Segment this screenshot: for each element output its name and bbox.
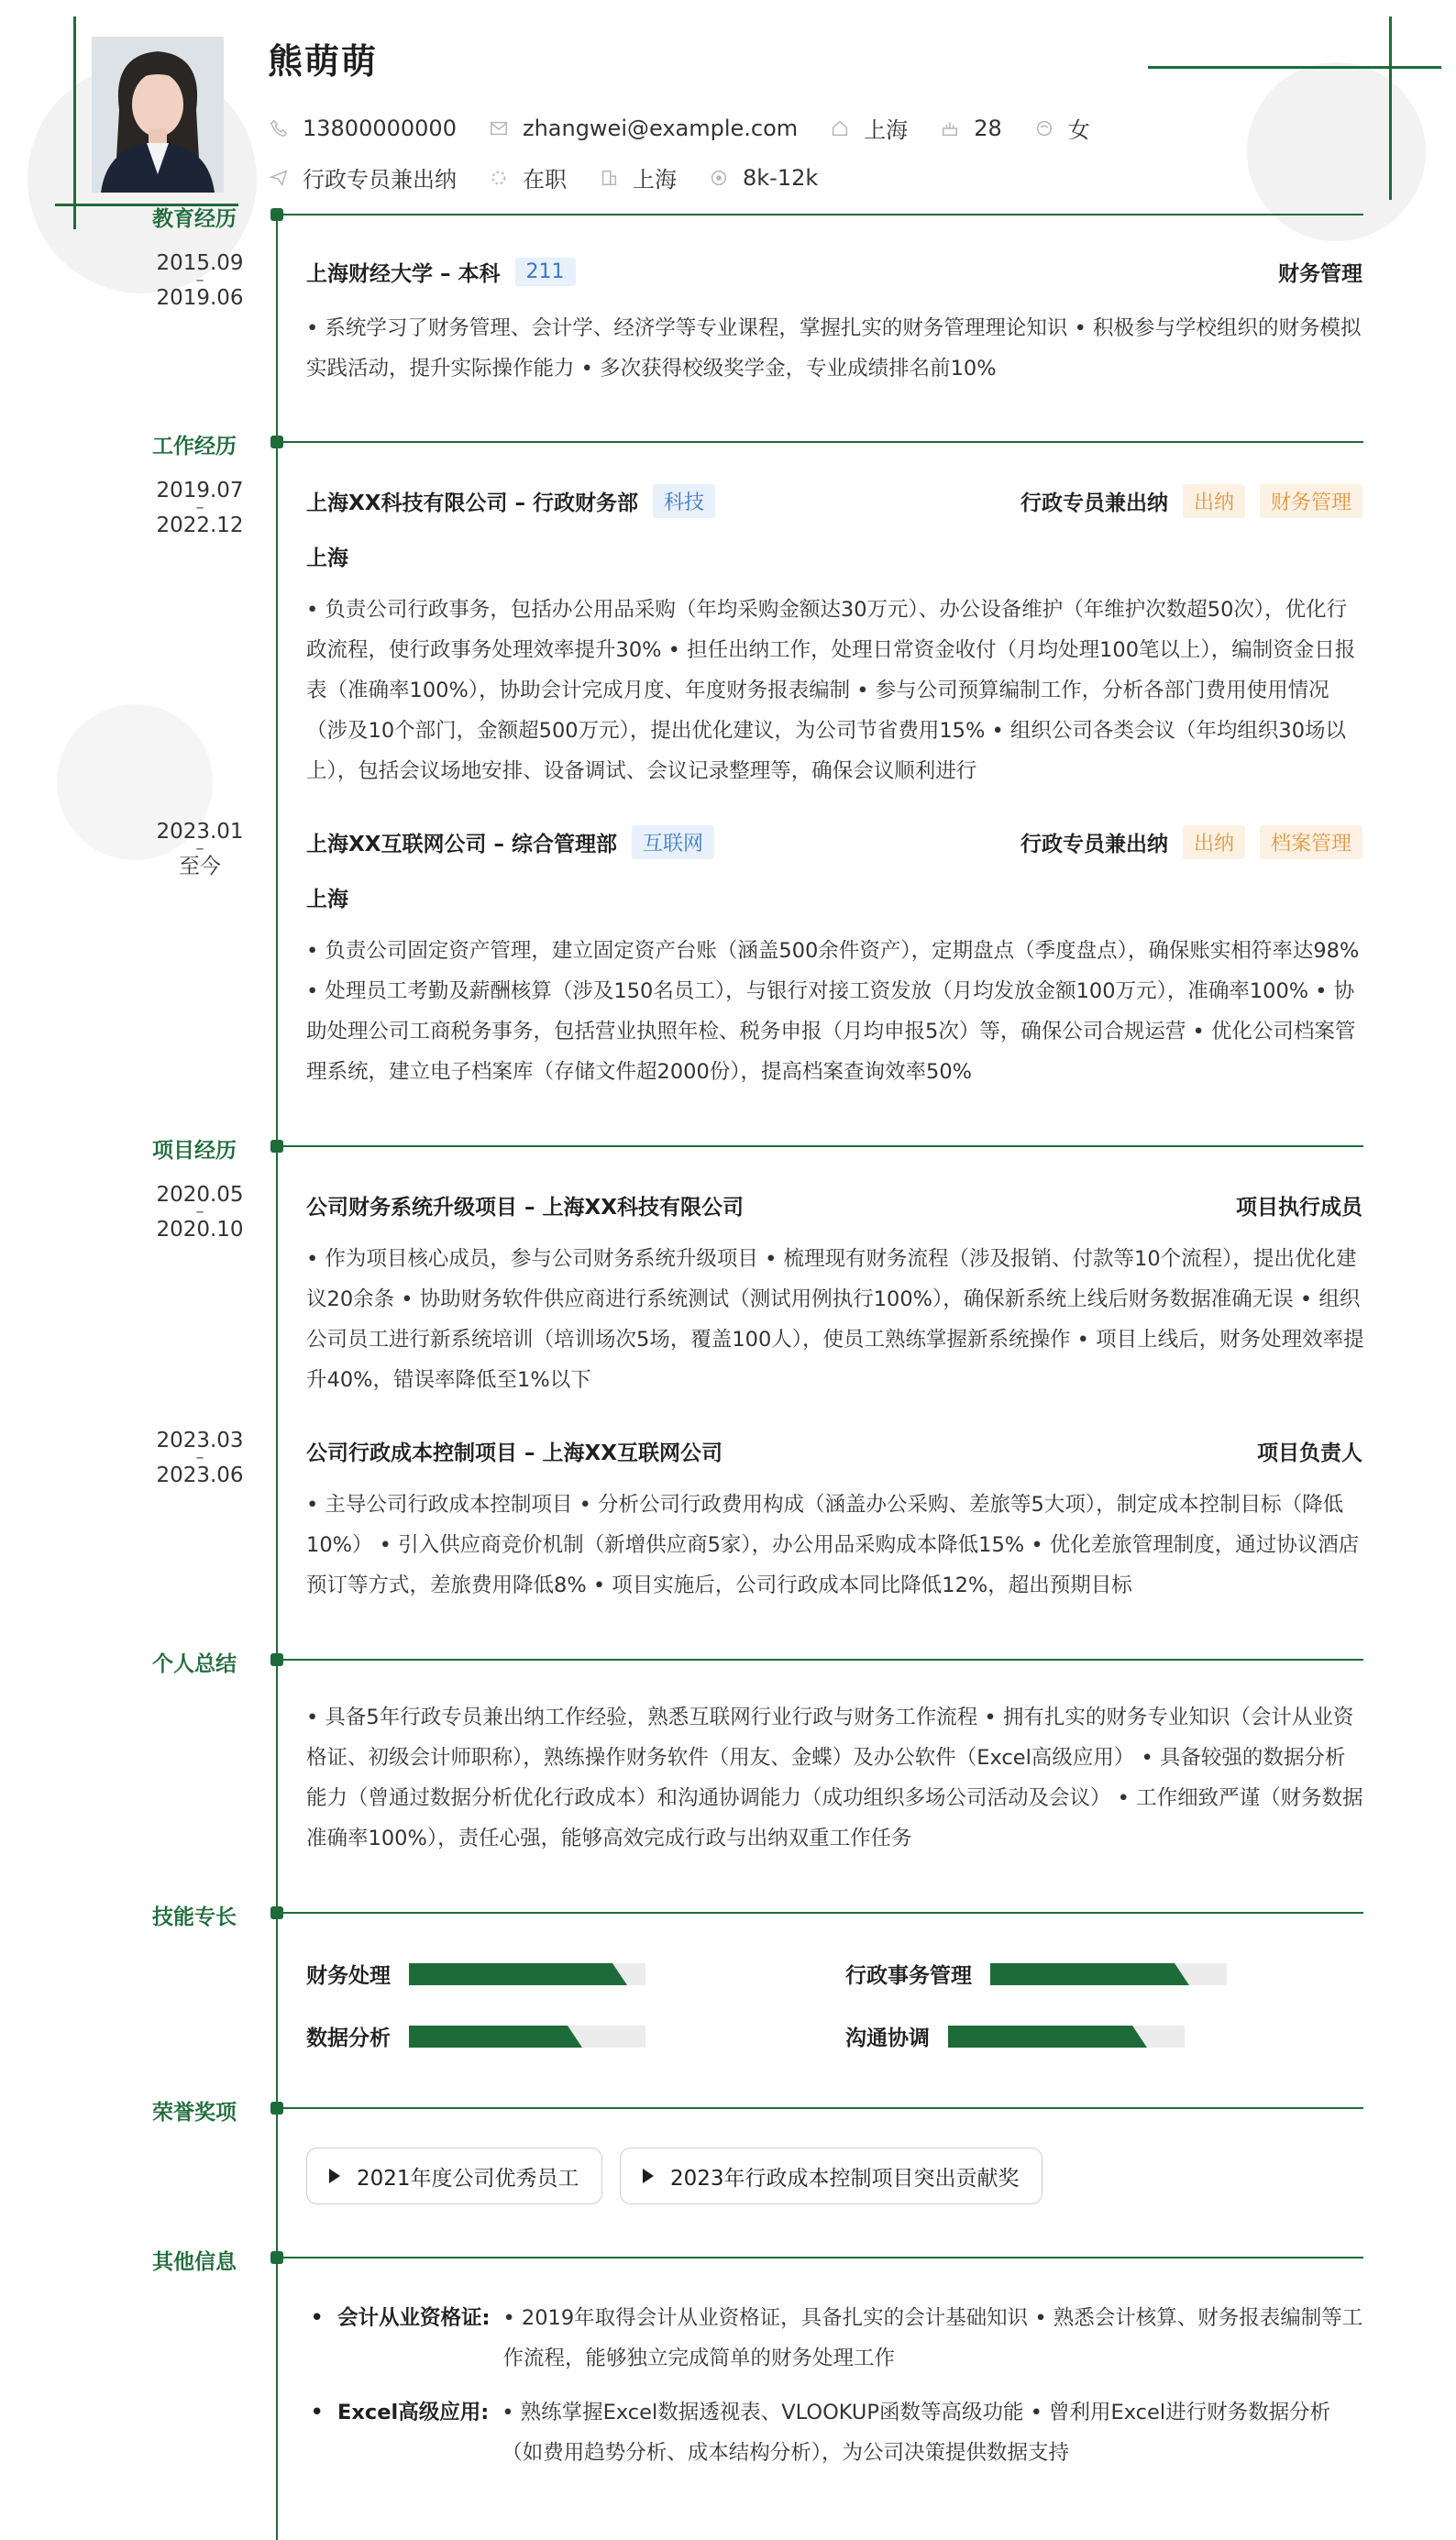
section-title-projects: 项目经历 (152, 1139, 237, 1163)
school-tag: 211 (515, 258, 576, 286)
candidate-name: 熊萌萌 (268, 41, 379, 82)
project-description: • 主导公司行政成本控制项目 • 分析公司行政费用构成（涵盖办公采购、差旅等5大项），制定成本控制目标（降低10%） • 引入供应商竞价机制（新增供应商5家），办公用品采购成本降低15% • 优化差旅管理制度，通过协议酒店预订等方式，差旅费用降低8% • 项目实施后，公司行政成本同比降低12%，超出预期目标 (306, 1493, 1360, 1597)
contact-row (268, 112, 1121, 144)
section-divider (277, 2107, 1363, 2109)
job-target-text: 行政专员兼出纳 (303, 167, 457, 193)
work-date (145, 480, 255, 536)
send-icon (268, 167, 290, 189)
skill-bar (990, 1963, 1227, 1985)
age-text: 28 (974, 115, 1002, 141)
job-role: 行政专员兼出纳 (1020, 833, 1168, 856)
honor-badge (620, 2148, 1042, 2204)
project-role: 项目负责人 (1257, 1441, 1362, 1465)
work-description: • 负责公司行政事务，包括办公用品采购（年均采购金额达30万元）、办公设备维护（年维护次数超50次），优化行政流程，使行政事务处理效率提升30% • 担任出纳工作，处理日常资金收付（月均处理100笔以上），编制资金日报表（准确率100%），协助会计完成月度、年度财务报表编制 • 参与公司预算编制工作，分析各部门费用使用情况（涉及10个部门，金额超500万元），提出优化建议，为公司节省费用15% • 组织公司各类会议（年均组织30场以上），包括会议场地安排、设备调试、会议记录整理等，确保会议顺利进行 (306, 598, 1356, 783)
section-divider (277, 1145, 1363, 1147)
date-start: 2019.07 (156, 479, 244, 502)
section-title-skills: 技能专长 (152, 1905, 237, 1929)
other-info-label: 会计从业资格证: (337, 2306, 491, 2330)
decor-line (73, 17, 76, 229)
avatar-photo (92, 37, 224, 193)
decor-line (1389, 17, 1392, 200)
skill-bar (948, 2026, 1185, 2048)
play-icon (329, 2169, 340, 2183)
money-icon (708, 167, 730, 189)
date-end: 2019.06 (156, 286, 244, 310)
section-title-work: 工作经历 (152, 435, 237, 458)
other-info-item (306, 2298, 1364, 2379)
skill-bar (409, 1963, 645, 1985)
play-icon (643, 2169, 654, 2183)
education-header (306, 257, 1362, 287)
other-info-text: • 熟练掌握Excel数据透视表、VLOOKUP函数等高级功能 • 曾利用Excel进行财务数据分析（如费用趋势分析、成本结构分析），为公司决策提供数据支持 (502, 2401, 1331, 2465)
home-icon (829, 117, 851, 139)
other-info-item (306, 2392, 1364, 2473)
skill-bar (409, 2026, 645, 2048)
date-start: 2023.03 (156, 1429, 244, 1452)
job-target-item (268, 161, 457, 193)
section-divider (277, 1659, 1363, 1661)
bullet-icon: • (310, 2304, 325, 2332)
date-separator: – (195, 1448, 204, 1467)
project-role: 项目执行成员 (1236, 1196, 1362, 1220)
date-separator: – (195, 1202, 204, 1221)
job-intent-row (268, 161, 849, 193)
honor-text: 2023年行政成本控制项目突出贡献奖 (670, 2166, 1020, 2191)
date-start: 2023.01 (156, 820, 244, 844)
skill-bar-fill (948, 2026, 1132, 2048)
age-item (939, 116, 1002, 141)
company-name: 上海XX互联网公司 – 综合管理部 (306, 833, 617, 856)
work-date (145, 822, 255, 877)
company-name: 上海XX科技有限公司 – 行政财务部 (306, 491, 638, 515)
work-location: 上海 (306, 888, 348, 911)
target-city-item (598, 161, 677, 193)
mail-icon (488, 117, 510, 139)
date-end: 2020.10 (156, 1218, 244, 1242)
date-separator: – (195, 271, 204, 290)
section-title-summary: 个人总结 (152, 1652, 237, 1676)
project-description: • 作为项目核心成员，参与公司财务系统升级项目 • 梳理现有财务流程（涉及报销、付款等10个流程），提出优化建议20余条 • 协助财务软件供应商进行系统测试（测试用例执行100%），确保新系统上线后财务数据准确无误 • 组织公司员工进行新系统培训（培训场次5场，覆盖100人），使员工熟练掌握新系统操作 • 项目上线后，财务处理效率提升40%，错误率降低至1%以下 (306, 1247, 1364, 1392)
loading-icon (488, 167, 510, 189)
other-info-label: Excel高级应用: (337, 2401, 490, 2424)
job-role: 行政专员兼出纳 (1020, 491, 1168, 515)
date-end: 2023.06 (156, 1463, 244, 1487)
honor-text: 2021年度公司优秀员工 (357, 2166, 579, 2191)
skill-item (306, 2021, 645, 2051)
bullet-icon: • (310, 2399, 325, 2426)
skill-bar-fill (990, 1963, 1175, 1985)
industry-tag: 互联网 (632, 825, 714, 859)
decor-line (1148, 66, 1441, 69)
date-start: 2020.05 (156, 1183, 244, 1207)
gender-item (1033, 112, 1090, 144)
education-date (145, 253, 255, 308)
skill-name: 沟通协调 (845, 2026, 930, 2050)
major-name: 财务管理 (1278, 262, 1362, 286)
summary-text: • 具备5年行政专员兼出纳工作经验，熟悉互联网行业行政与财务工作流程 • 拥有扎实的财务专业知识（会计从业资格证、初级会计师职称），熟练操作财务软件（用友、金蝶）及办公软件（Excel高级应用） • 具备较强的数据分析能力（曾通过数据分析优化行政成本）和沟通协调能力（成功组织多场公司活动及会议） • 工作细致严谨（财务数据准确率100%），责任心强，能够高效完成行政与出纳双重工作任务 (306, 1706, 1363, 1850)
date-end: 2022.12 (156, 514, 244, 537)
date-separator: – (195, 498, 204, 517)
section-title-education: 教育经历 (152, 207, 237, 231)
role-tag: 出纳 (1183, 484, 1245, 518)
target-city-text: 上海 (633, 167, 677, 193)
status-item (488, 161, 567, 193)
section-divider (277, 1912, 1363, 1914)
project-header (306, 1190, 1362, 1220)
cake-icon (939, 117, 961, 139)
industry-tag: 科技 (653, 484, 715, 518)
section-title-other: 其他信息 (152, 2250, 237, 2274)
timeline-line (276, 209, 278, 2540)
status-text: 在职 (523, 167, 567, 193)
city-text: 上海 (864, 117, 909, 143)
work-header (306, 484, 1362, 518)
skill-item (845, 1959, 1227, 1989)
school-name: 上海财经大学 – 本科 (306, 262, 501, 286)
skill-bar-fill (409, 2026, 568, 2048)
honor-badge (306, 2148, 602, 2204)
project-header (306, 1436, 1362, 1466)
date-start: 2015.09 (156, 251, 244, 275)
project-date (145, 1430, 255, 1485)
email-text: zhangwei@example.com (522, 115, 799, 141)
project-title: 公司财务系统升级项目 – 上海XX科技有限公司 (306, 1196, 744, 1220)
email-item (488, 116, 798, 141)
skill-item (845, 2021, 1185, 2051)
phone-item (268, 116, 457, 141)
skill-name: 行政事务管理 (845, 1964, 972, 1988)
section-divider (277, 441, 1363, 443)
work-description: • 负责公司固定资产管理，建立固定资产台账（涵盖500余件资产），定期盘点（季度盘点），确保账实相符率达98% • 处理员工考勤及薪酬核算（涉及150名员工），与银行对接工资发放（月均发放金额100万元），准确率100% • 协助处理公司工商税务事务，包括营业执照年检、税务申报（月均申报5次）等，确保公司合规运营 • 优化公司档案管理系统，建立电子档案库（存储文件超2000份），提高档案查询效率50% (306, 939, 1360, 1084)
salary-item (708, 165, 818, 191)
skill-bar-fill (409, 1963, 612, 1985)
skill-item (306, 1959, 645, 1989)
role-tag: 出纳 (1183, 825, 1245, 859)
date-end: 至今 (179, 855, 221, 878)
section-divider (277, 2257, 1363, 2258)
gender-text: 女 (1067, 117, 1090, 143)
role-tag: 档案管理 (1260, 825, 1362, 859)
work-location: 上海 (306, 547, 348, 570)
gender-icon (1033, 117, 1055, 139)
phone-icon (268, 117, 290, 139)
phone-text: 13800000000 (303, 115, 457, 141)
date-separator: – (195, 839, 204, 858)
section-title-honors: 荣誉奖项 (152, 2101, 237, 2125)
salary-text: 8k-12k (743, 164, 819, 191)
work-header (306, 825, 1362, 859)
city-item (829, 112, 908, 144)
education-description: • 系统学习了财务管理、会计学、经济学等专业课程，掌握扎实的财务管理理论知识 • 积极参与学校组织的财务模拟实践活动，提升实际操作能力 • 多次获得校级奖学金，专业成绩排名前10% (306, 316, 1362, 381)
project-date (145, 1185, 255, 1240)
skill-name: 数据分析 (306, 2026, 391, 2050)
section-divider (277, 214, 1363, 215)
project-title: 公司行政成本控制项目 – 上海XX互联网公司 (306, 1441, 722, 1465)
other-info-text: • 2019年取得会计从业资格证，具备扎实的会计基础知识 • 熟悉会计核算、财务报表编制等工作流程，能够独立完成简单的财务处理工作 (502, 2306, 1363, 2370)
role-tag: 财务管理 (1260, 484, 1362, 518)
building-icon (598, 167, 620, 189)
skill-name: 财务处理 (306, 1964, 391, 1988)
